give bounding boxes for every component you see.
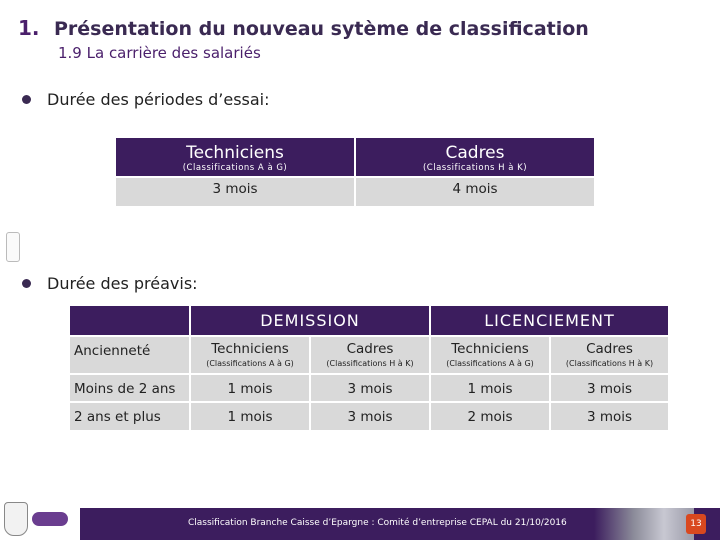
row-label: Moins de 2 ans: [74, 381, 176, 397]
footer-logos: [4, 500, 76, 538]
bullet-periodes-essai: [22, 90, 270, 109]
footer-photo: [594, 508, 694, 540]
cell-value: 3 mois: [310, 374, 430, 402]
bullet-preavis: [22, 274, 198, 293]
cell-value: 3 mois: [550, 374, 668, 402]
page-number: 13: [686, 514, 706, 534]
title-text: Présentation du nouveau sytème de classification: [54, 18, 589, 40]
subheader-demission-techniciens: Techniciens (Classifications A à G): [190, 336, 310, 374]
title-number: 1.: [18, 16, 40, 40]
brand-logo-icon: [32, 512, 68, 526]
header-cadres: Cadres (Classifications H à K): [354, 138, 594, 176]
subheader-licenciement-techniciens: Techniciens (Classifications A à G): [430, 336, 550, 374]
side-emblem-icon: [6, 232, 20, 262]
header-techniciens: Techniciens (Classifications A à G): [116, 138, 354, 176]
cell-value: 1 mois: [190, 374, 310, 402]
subheader-demission-cadres: Cadres (Classifications H à K): [310, 336, 430, 374]
row-label: 2 ans et plus: [74, 409, 161, 425]
cell-value: 1 mois: [430, 374, 550, 402]
slide-title: [18, 16, 589, 40]
bullet-dot-icon: [22, 279, 31, 288]
row-label-header: Ancienneté: [74, 343, 151, 359]
footer-text: Classification Branche Caisse d’Epargne : Comité d’entreprise CEPAL du 21/10/2016: [188, 518, 567, 528]
trial-period-table: [116, 138, 594, 206]
crest-icon: [4, 502, 28, 536]
cell-value: 2 mois: [430, 402, 550, 430]
subheader-licenciement-cadres: Cadres (Classifications H à K): [550, 336, 668, 374]
table-corner: [70, 306, 190, 336]
table-row: [70, 374, 668, 402]
value-techniciens: 3 mois: [116, 178, 354, 206]
group-demission: DEMISSION: [190, 306, 430, 336]
cell-value: 3 mois: [310, 402, 430, 430]
cell-value: 1 mois: [190, 402, 310, 430]
notice-period-table: [70, 306, 668, 430]
cell-value: 3 mois: [550, 402, 668, 430]
bullet-text: Durée des préavis:: [47, 274, 198, 293]
table-row: [70, 402, 668, 430]
value-cadres: 4 mois: [354, 178, 594, 206]
bullet-dot-icon: [22, 95, 31, 104]
bullet-text: Durée des périodes d’essai:: [47, 90, 270, 109]
group-licenciement: LICENCIEMENT: [430, 306, 668, 336]
slide-subtitle: 1.9 La carrière des salariés: [58, 44, 261, 62]
